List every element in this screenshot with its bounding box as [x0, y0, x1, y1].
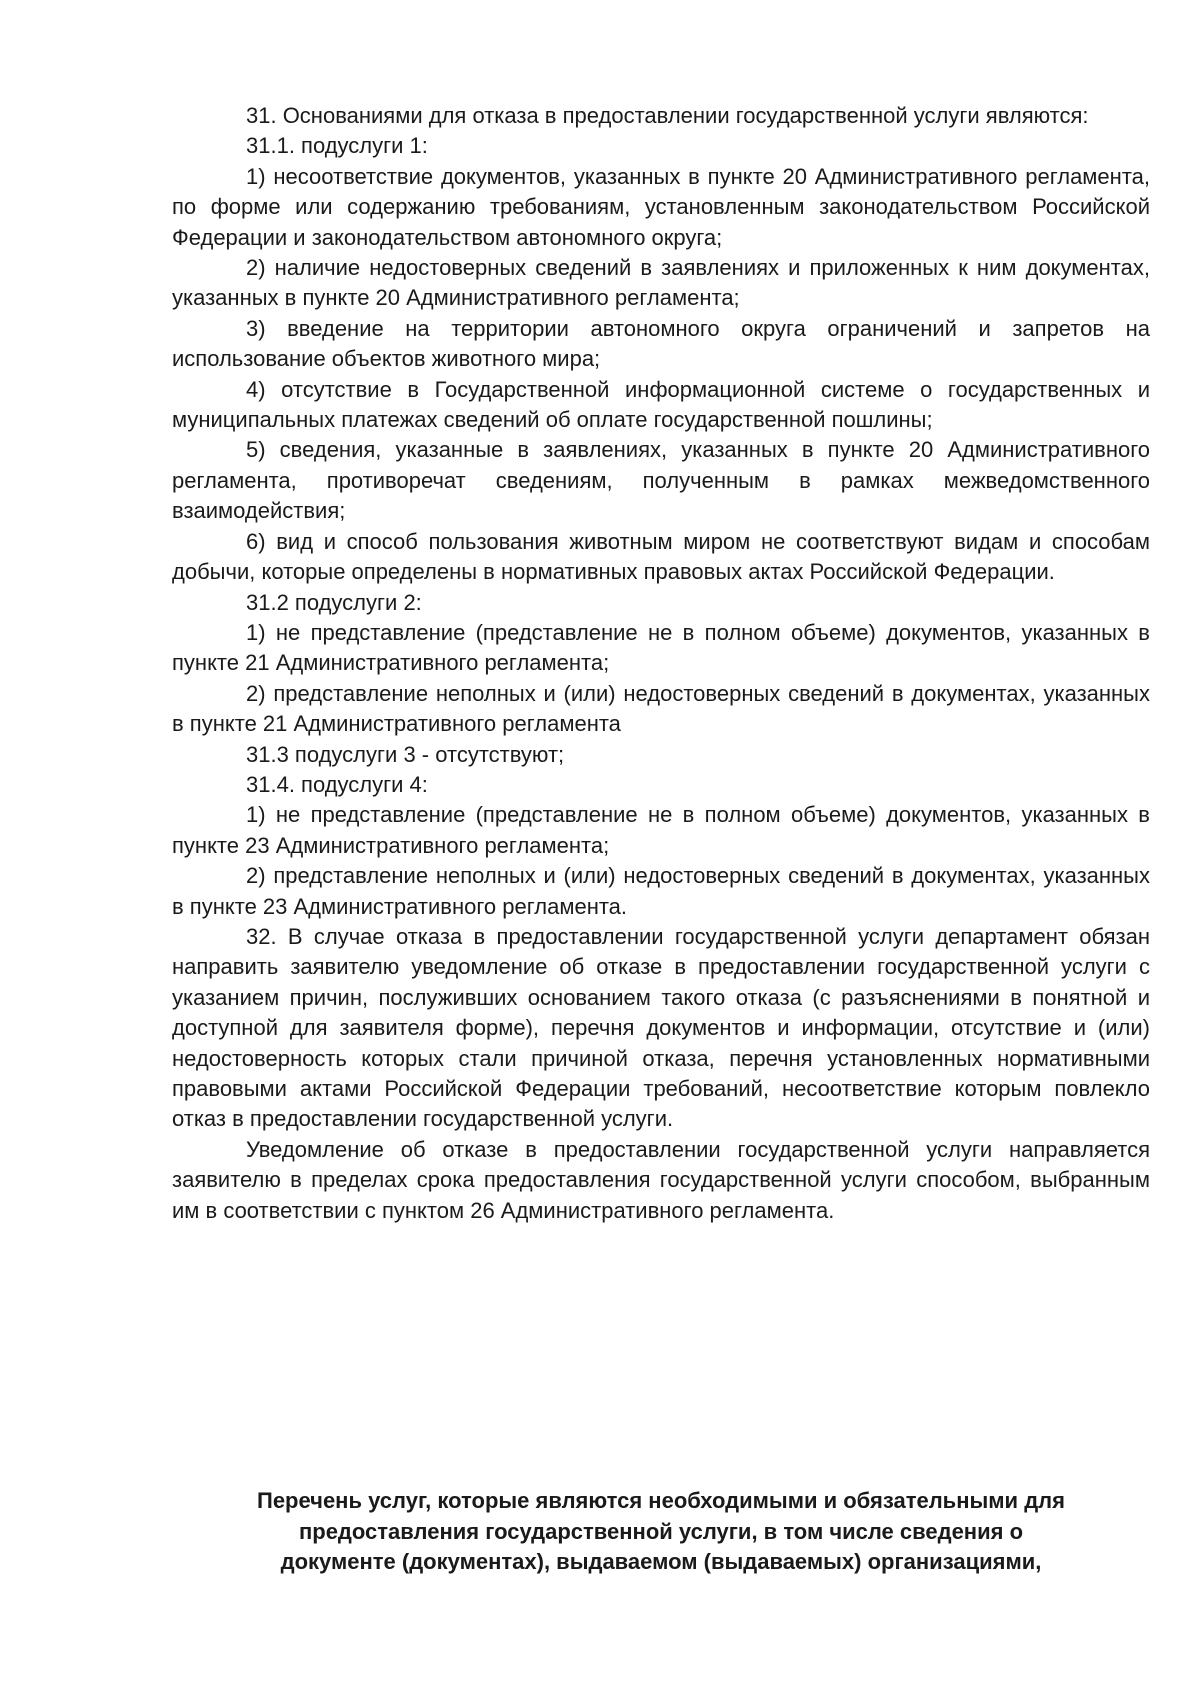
list-item: 4) отсутствие в Государственной информационной системе о государственных и муниципальных платежах сведений об оплате государственной пошлины; — [172, 376, 1150, 433]
section-heading-line: документе (документах), выдаваемом (выдаваемых) организациями, — [280, 1549, 1042, 1574]
section-heading-line: Перечень услуг, которые являются необходимыми и обязательными для — [257, 1488, 1065, 1513]
list-item: 6) вид и способ пользования животным миром не соответствуют видам и способам добычи, которые определены в нормативных правовых актах Российской Федерации. — [172, 528, 1150, 585]
list-item: 2) представление неполных и (или) недостоверных сведений в документах, указанных в пункте 23 Административного регламента. — [172, 863, 1150, 919]
section-heading — [172, 1486, 1150, 1578]
list-item: 1) не представление (представление не в полном объеме) документов, указанных в пункте 21 Административного регламента; — [172, 619, 1150, 676]
section-heading-line: предоставления государственной услуги, в том числе сведения о — [298, 1518, 1024, 1544]
list-item: 3) введение на территории автономного округа ограничений и запретов на использование объектов животного мира; — [172, 315, 1150, 372]
list-item: 2) представление неполных и (или) недостоверных сведений в документах, указанных в пункте 21 Административного регламента — [172, 680, 1150, 737]
paragraph-31: 31. Основаниями для отказа в предоставлении государственной услуги являются: — [246, 103, 1089, 128]
list-item: 1) не представление (представление не в полном объеме) документов, указанных в пункте 23 Административного регламента; — [172, 802, 1150, 858]
paragraph-31-1: 31.1. подуслуги 1: — [246, 133, 428, 159]
list-item: 1) несоответствие документов, указанных в пункте 20 Административного регламента, по форме или содержанию требованиям, установленным законодательством Российской Федерации и законодательством автономного округа; — [172, 163, 1150, 250]
list-item: 5) сведения, указанные в заявлениях, указанных в пункте 20 Административного регламента, противоречат сведениям, полученным в рамках межведомственного взаимодействия; — [172, 437, 1150, 524]
paragraph-32: 32. В случае отказа в предоставлении государственной услуги департамент обязан направить заявителю уведомление об отказе в предоставлении государственной услуги с указанием причин, послуживших основанием такого отказа (с разъяснениями в понятной и доступной для заявителя форме), перечня документов и информации, отсутствие и (или) недостоверность которых стали причиной отказа, перечня установленных нормативными правовыми актами Российской Федерации требований, несоответствие которым повлекло отказ в предоставлении государственной услуги. — [172, 923, 1150, 1132]
paragraph-31-2: 31.2 подуслуги 2: — [246, 589, 422, 615]
document-body — [172, 101, 1150, 1226]
paragraph-31-4: 31.4. подуслуги 4: — [246, 771, 428, 797]
paragraph-31-3: 31.3 подуслуги 3 - отсутствуют; — [246, 741, 565, 767]
list-item: 2) наличие недостоверных сведений в заявлениях и приложенных к ним документах, указанных в пункте 20 Административного регламента; — [172, 255, 1150, 311]
notification-paragraph: Уведомление об отказе в предоставлении государственной услуги направляется заявителю в пределах срока предоставления государственной услуги способом, выбранным им в соответствии с пунктом 26 Административного регламента. — [172, 1136, 1150, 1223]
